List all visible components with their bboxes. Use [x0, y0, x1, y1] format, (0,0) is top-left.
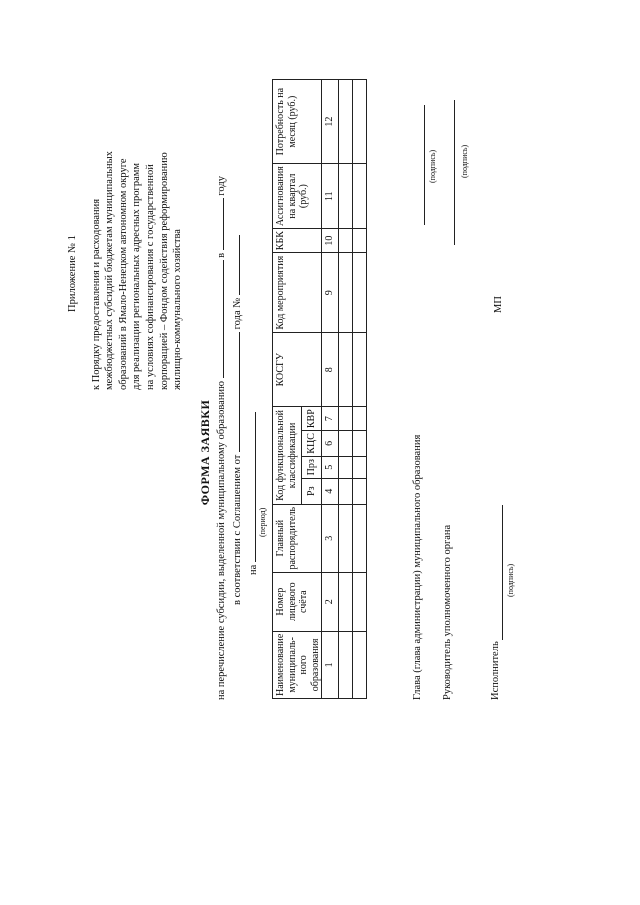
col-header-activity-code: Код мероприятия [273, 253, 322, 333]
in-blank [213, 198, 224, 250]
request-line-1-in: в [216, 252, 227, 258]
request-line-2 [229, 235, 243, 605]
form-title: ФОРМА ЗАЯВКИ [198, 399, 212, 506]
manager-signature-line [454, 100, 455, 245]
table-header-row [273, 80, 302, 699]
request-line-1-year: году [216, 176, 227, 196]
appendix-line: к Порядку предоставления и расходования [90, 198, 102, 390]
col-number: 11 [322, 164, 339, 229]
col-number: 8 [322, 333, 339, 407]
subheader-prz: Прз [301, 456, 321, 478]
col-number: 12 [322, 80, 339, 164]
period-blank [245, 412, 256, 562]
request-line-1 [213, 176, 227, 700]
table-row [339, 80, 353, 699]
col-header-func-code: Код функциональной классификации [273, 407, 302, 504]
appendix-line: на условиях софинансирования с государственной [144, 164, 156, 390]
agreement-number-blank [229, 235, 240, 295]
request-line-1-text: на перечисление субсидии, выделенной муниципальному образованию [216, 381, 227, 700]
subheader-kcs: КЦС [301, 431, 321, 457]
col-number: 4 [322, 478, 339, 504]
manager-signature-caption: (подпись) [460, 144, 469, 178]
executor-signature-caption: (подпись) [506, 563, 515, 597]
stamp-mp-label: МП [493, 296, 504, 313]
appendix-line: корпорацией – Фондом содействия реформированию [158, 152, 170, 390]
agreement-date-blank [229, 332, 240, 452]
request-table [272, 79, 367, 699]
table-row [353, 80, 367, 699]
request-line-2-year-no: года № [232, 297, 243, 330]
col-header-manager: Главный распорядитель [273, 504, 322, 572]
col-number: 1 [322, 631, 339, 698]
request-line-3 [245, 412, 259, 575]
col-number: 3 [322, 504, 339, 572]
request-line-3-prefix: на [248, 564, 259, 575]
appendix-line: межбюджетных субсидий бюджетам муниципальных [104, 151, 116, 390]
col-number: 10 [322, 229, 339, 253]
col-header-quarter-allocations: Ассигнования на квартал (руб.) [273, 164, 322, 229]
col-number: 9 [322, 253, 339, 333]
appendix-line: жилищно-коммунального хозяйства [172, 229, 184, 390]
col-header-kosgu: КОСГУ [273, 333, 322, 407]
executor-label: Исполнитель [490, 641, 501, 700]
appendix-line: для реализации региональных адресных программ [131, 162, 143, 390]
request-line-2-text: в соответствии с Соглашением от [232, 454, 243, 605]
subheader-rz: Рз [301, 478, 321, 504]
col-number: 2 [322, 572, 339, 631]
col-header-municipality: Наименование муниципаль-ного образования [273, 631, 322, 698]
manager-signature-label: Руководитель уполномоченного органа [442, 524, 453, 700]
period-caption: (период) [258, 507, 267, 537]
appendix-line: образований в Ямало-Ненецком автономном округе [117, 158, 129, 390]
appendix-block [66, 60, 185, 390]
head-signature-caption: (подпись) [428, 149, 437, 183]
col-header-month-need: Потребность на месяц (руб.) [273, 80, 322, 164]
col-header-kbk: КБК [273, 229, 322, 253]
table-number-row [322, 80, 339, 699]
head-signature-line [424, 105, 425, 225]
head-signature-label: Глава (глава администрации) муниципального образования [412, 434, 423, 700]
col-number: 7 [322, 407, 339, 431]
appendix-title: Приложение № 1 [67, 235, 78, 312]
executor-signature-line [502, 505, 503, 640]
col-number: 5 [322, 456, 339, 478]
col-number: 6 [322, 431, 339, 457]
col-header-account: Номер лицевого счёта [273, 572, 322, 631]
municipality-blank [213, 260, 224, 378]
subheader-kvr: КВР [301, 407, 321, 431]
